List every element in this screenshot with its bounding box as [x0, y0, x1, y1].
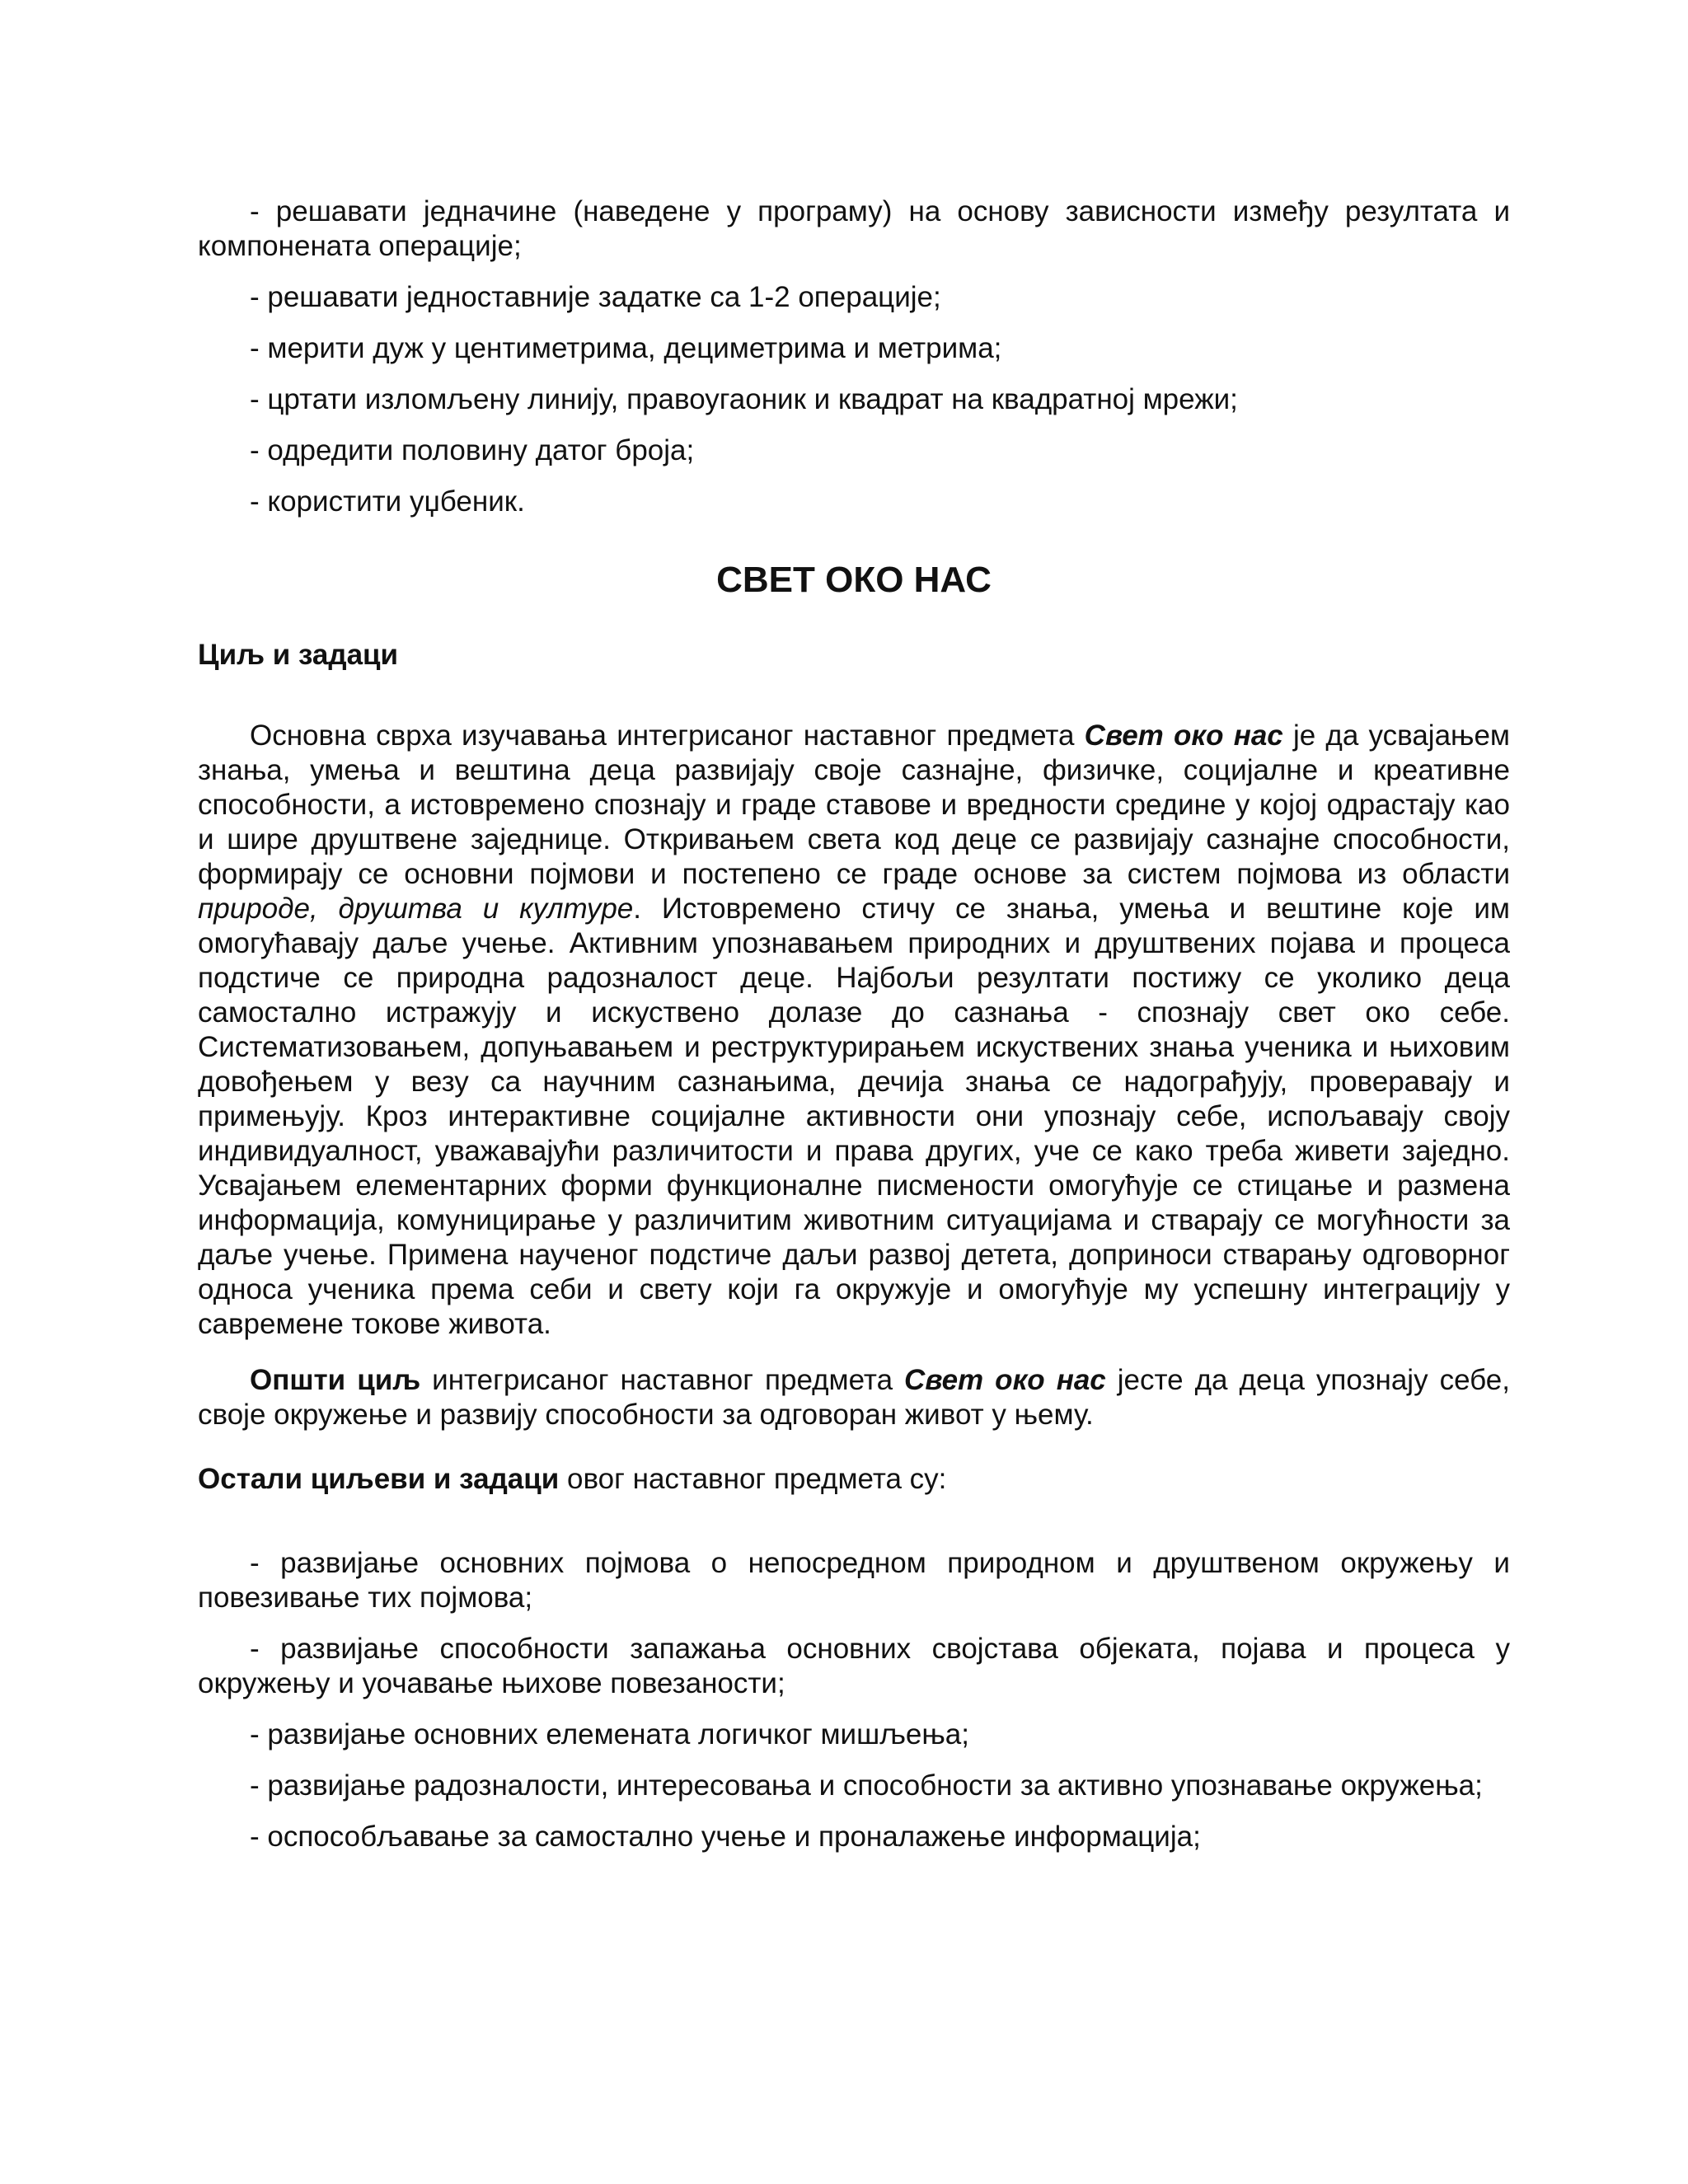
section-subheading: Циљ и задаци	[198, 639, 399, 671]
paragraph-general-goal	[198, 1363, 1510, 1432]
list-item: - решавати једноставније задатке са 1-2 операције;	[250, 281, 941, 313]
list-item: - развијање способности запажања основних својстава објеката, појава и процеса у окружењу и уочавање њихове повезаности;	[198, 1633, 1510, 1699]
document-page	[198, 194, 1510, 1854]
list-item: - мерити дуж у центиметрима, дециметрима и метрима;	[250, 332, 1002, 364]
goal-label: Општи циљ	[250, 1364, 421, 1396]
list-item: - решавати једначине (наведене у програму) на основу зависности између резултата и компонената операције;	[198, 195, 1510, 262]
text-run: јесте да деца упознају себе, своје окружење и развију способности за одговоран живот у њему.	[198, 1364, 1510, 1431]
list-item: - развијање основних елемената логичког мишљења;	[250, 1718, 970, 1750]
areas-phrase: природе, друштва и културе	[198, 893, 634, 925]
subject-name: Свет око нас	[1084, 719, 1283, 752]
list-item: - развијање радозналости, интересовања и способности за активно упознавање окружења;	[250, 1769, 1483, 1802]
list-item: - користити уџбеник.	[250, 485, 525, 518]
text-run: интегрисаног наставног предмета	[420, 1364, 905, 1396]
list-item: - оспособљавање за самостално учење и проналажење информација;	[250, 1821, 1201, 1853]
paragraph-purpose	[198, 719, 1510, 1342]
other-goals-label: Остали циљеви и задаци	[198, 1463, 560, 1495]
text-run: . Истовремено стичу се знања, умења и вештине које им омогућавају даље учење. Активним упознавањем природних и друштвених појава и процеса подстиче се природна радозналост деце. Најбољи резултати постижу се уколико деца самостално истражују и искуствено долазе до сазнања - спознају свет око себе. Систематизовањем, допуњавањем и реструктурирањем искуствених знања ученика и њиховим довођењем у везу са научним сазнањима, дечија знања се надограђују, проверавају и примењују. Кроз интерактивне социјалне активности они упознају себе, испољавају своју индивидуалност, уважавајући различитости и права других, уче се како треба живети заједно. Усвајањем елементарних форми функционалне писмености омогућује се стицање и размена информација, комуницирање у различитим животним ситуацијама и стварају се могућности за даље учење. Примена наученог подстиче даљи развој детета, доприноси стварању одговорног односа ученика према себи и свету који га окружује и омогућује му успешну интеграцију у савремене токове живота.	[198, 893, 1510, 1340]
list-item: - одредити половину датог броја;	[250, 434, 695, 466]
text-run: је да усвајањем знања, умења и вештина деца развијају своје сазнајне, физичке, социјалне и креативне способности, а истовремено спознају и граде ставове и вредности средине у којој одрастају као и шире друштвене заједнице. Откривањем света код деце се развијају сазнајне способности, формирају се основни појмови и постепено се граде основе за систем појмова из области	[198, 719, 1510, 890]
section-title: СВЕТ ОКО НАС	[716, 560, 992, 600]
text-run: Основна сврха изучавања интегрисаног наставног предмета	[250, 719, 1085, 752]
subject-name: Свет око нас	[904, 1364, 1106, 1396]
text-run: овог наставног предмета су:	[559, 1463, 947, 1495]
list-item: - цртати изломљену линију, правоугаоник и квадрат на квадратној мрежи;	[250, 383, 1238, 415]
list-item: - развијање основних појмова о непосредном природном и друштвеном окружењу и повезивање тих појмова;	[198, 1547, 1510, 1614]
other-goals-lead	[198, 1462, 1510, 1497]
